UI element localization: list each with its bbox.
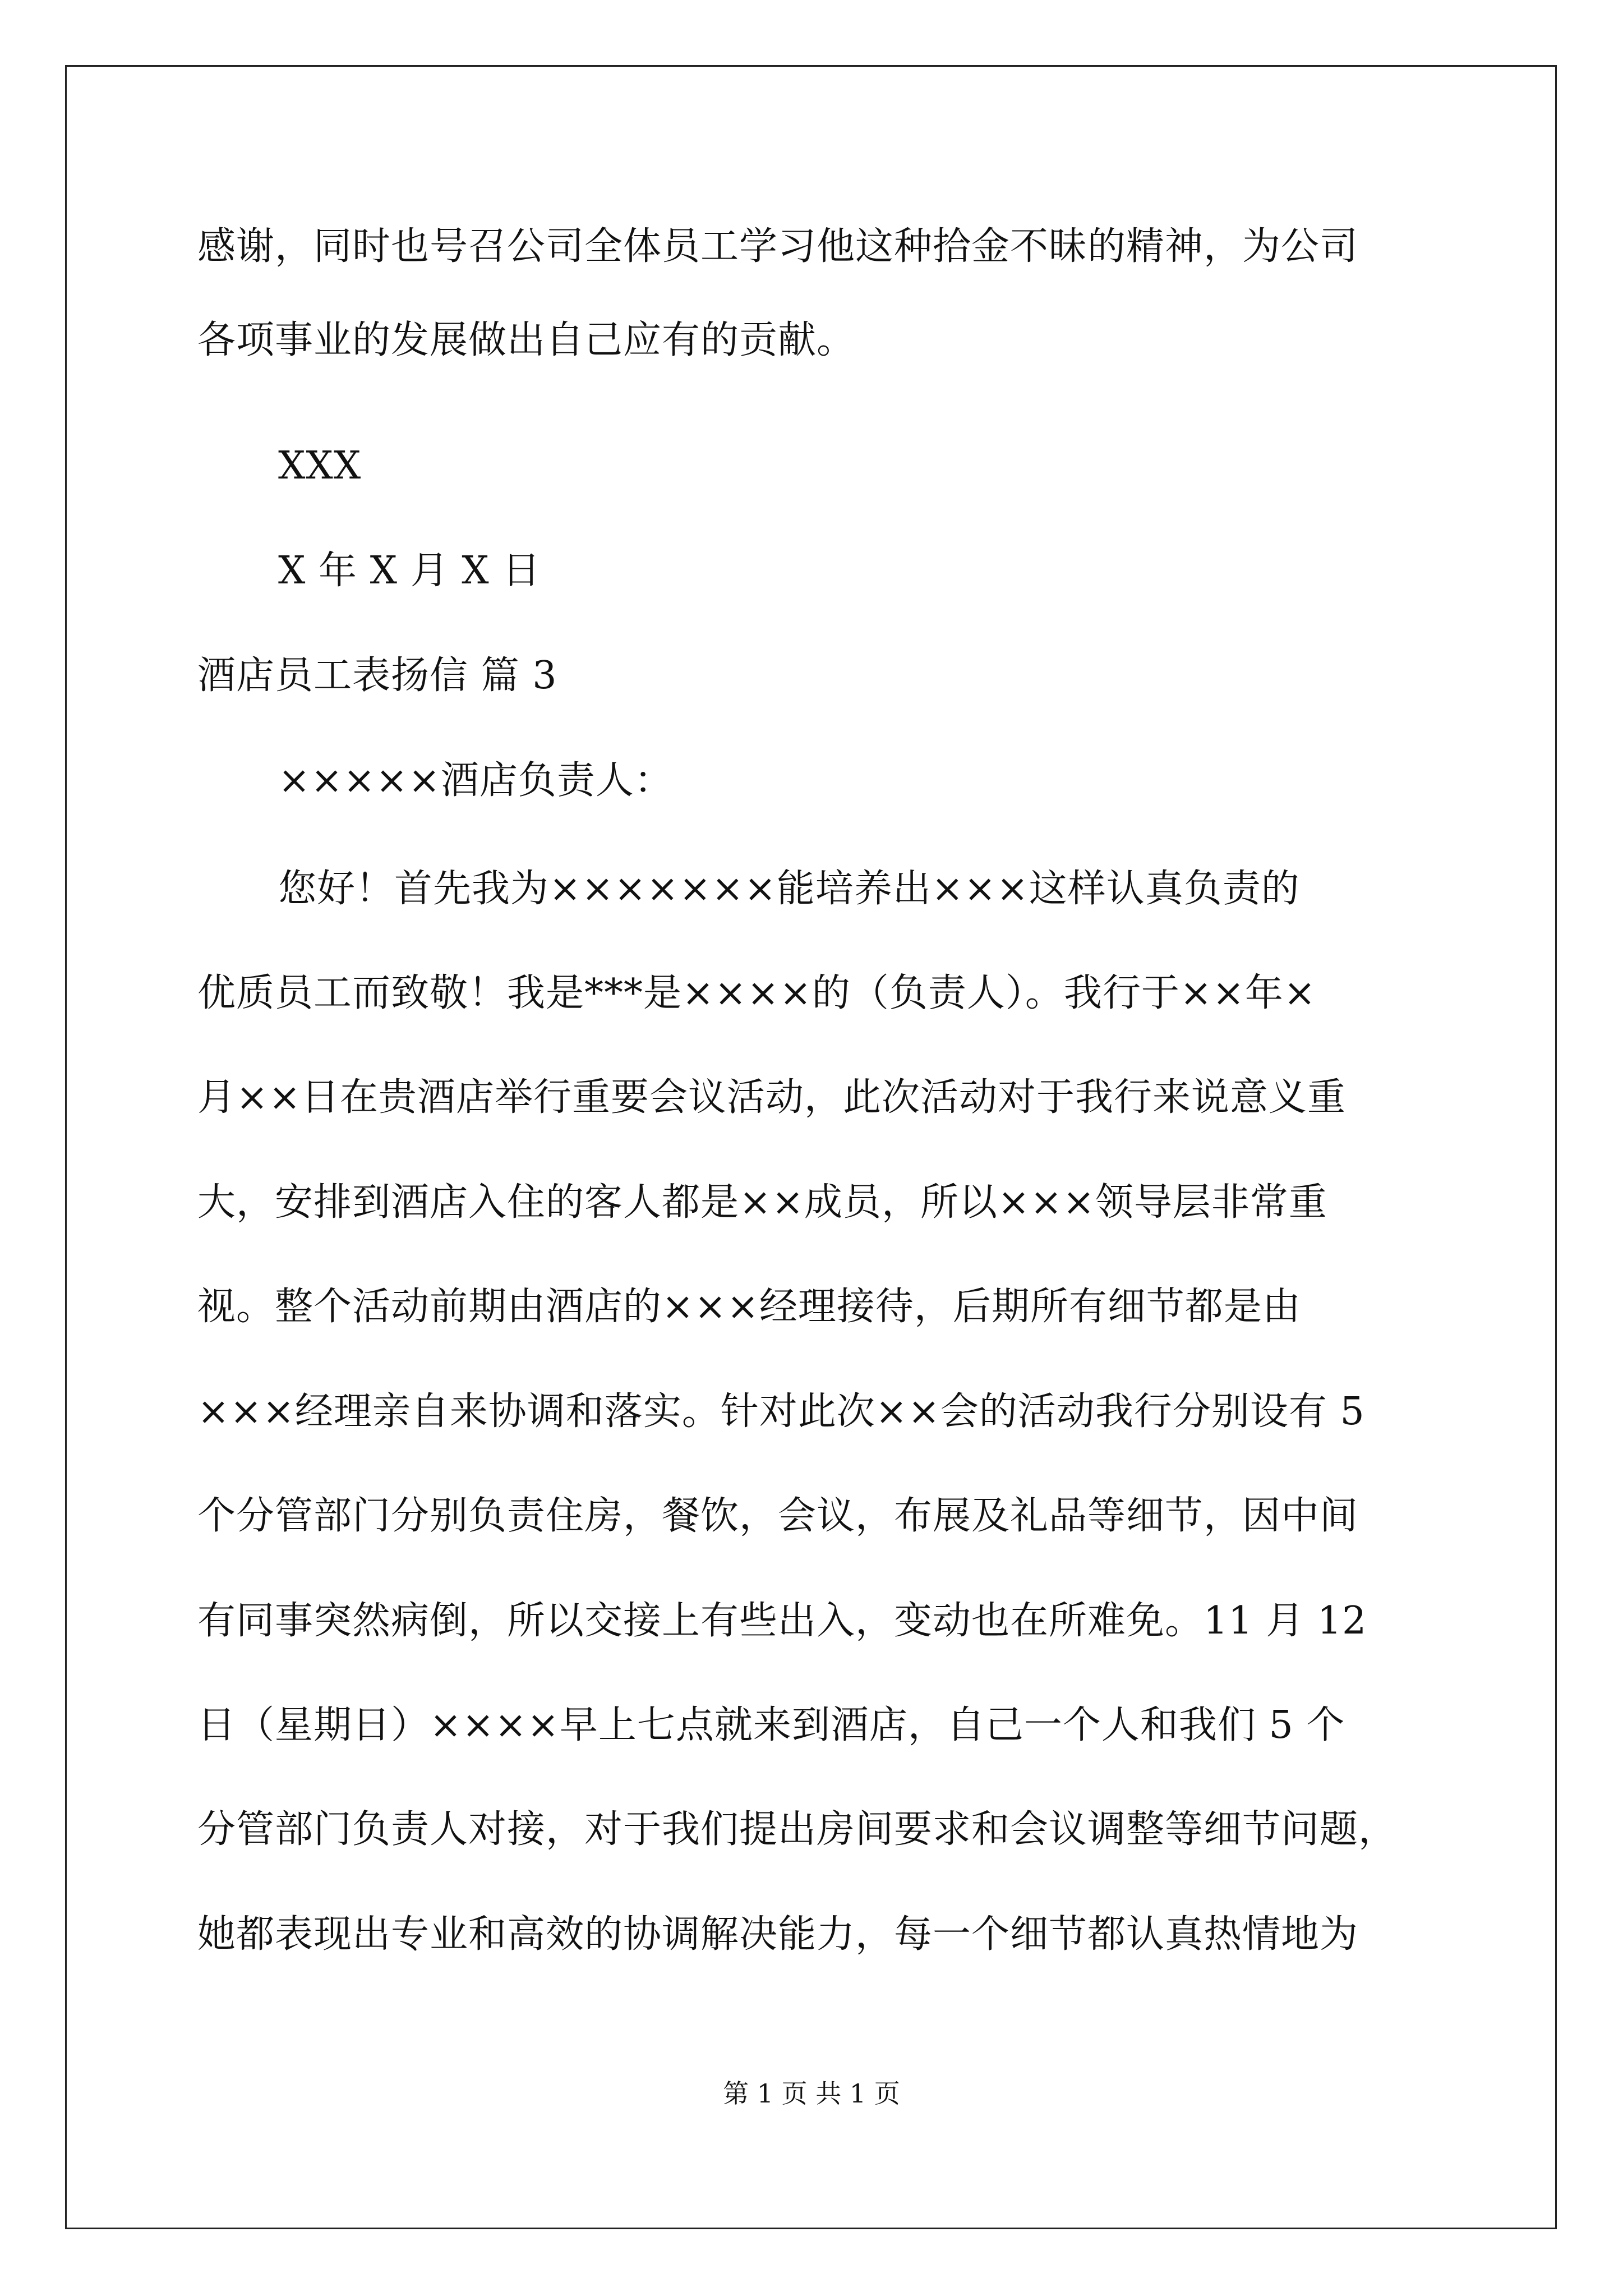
body-line-8: ×××经理亲自来协调和落实。针对此次××会的活动我行分别设有 5: [197, 1389, 1365, 1434]
signature-date: X 年 X 月 X 日: [278, 549, 541, 593]
body-line-13: 她都表现出专业和高效的协调解决能力，每一个细节都认真热情地为: [197, 1912, 1359, 1957]
body-line-12: 分管部门负责人对接，对于我们提出房间要求和会议调整等细节问题，: [197, 1807, 1398, 1852]
body-line-7: 视。整个活动前期由酒店的×××经理接待，后期所有细节都是由: [197, 1285, 1301, 1329]
body-line-10: 有同事突然病倒，所以交接上有些出入，变动也在所难免。11 月 12: [197, 1599, 1367, 1643]
letter-salutation: ×××××酒店负责人：: [278, 758, 673, 803]
body-line-9: 个分管部门分别负责住房，餐饮，会议，布展及礼品等细节，因中间: [197, 1494, 1359, 1538]
body-line-11: 日（星期日）××××早上七点就来到酒店，自己一个人和我们 5 个: [197, 1703, 1345, 1747]
body-line-1: 感谢，同时也号召公司全体员工学习他这种拾金不昧的精神，为公司: [197, 224, 1359, 269]
section-heading: 酒店员工表扬信 篇 3: [197, 654, 557, 698]
page-border: [65, 65, 1557, 2229]
body-line-2: 各项事业的发展做出自己应有的贡献。: [197, 318, 856, 362]
page-footer: 第 1 页 共 1 页: [723, 2078, 900, 2109]
body-line-4: 优质员工而致敬！我是***是××××的（负责人）。我行于××年×: [197, 971, 1316, 1015]
signature-name: XXX: [278, 444, 362, 488]
body-line-6: 大，安排到酒店入住的客人都是××成员，所以×××领导层非常重: [197, 1180, 1327, 1225]
body-line-3: 您好！首先我为×××××××能培养出×××这样认真负责的: [278, 867, 1300, 911]
body-line-5: 月××日在贵酒店举行重要会议活动，此次活动对于我行来说意义重: [197, 1075, 1346, 1120]
